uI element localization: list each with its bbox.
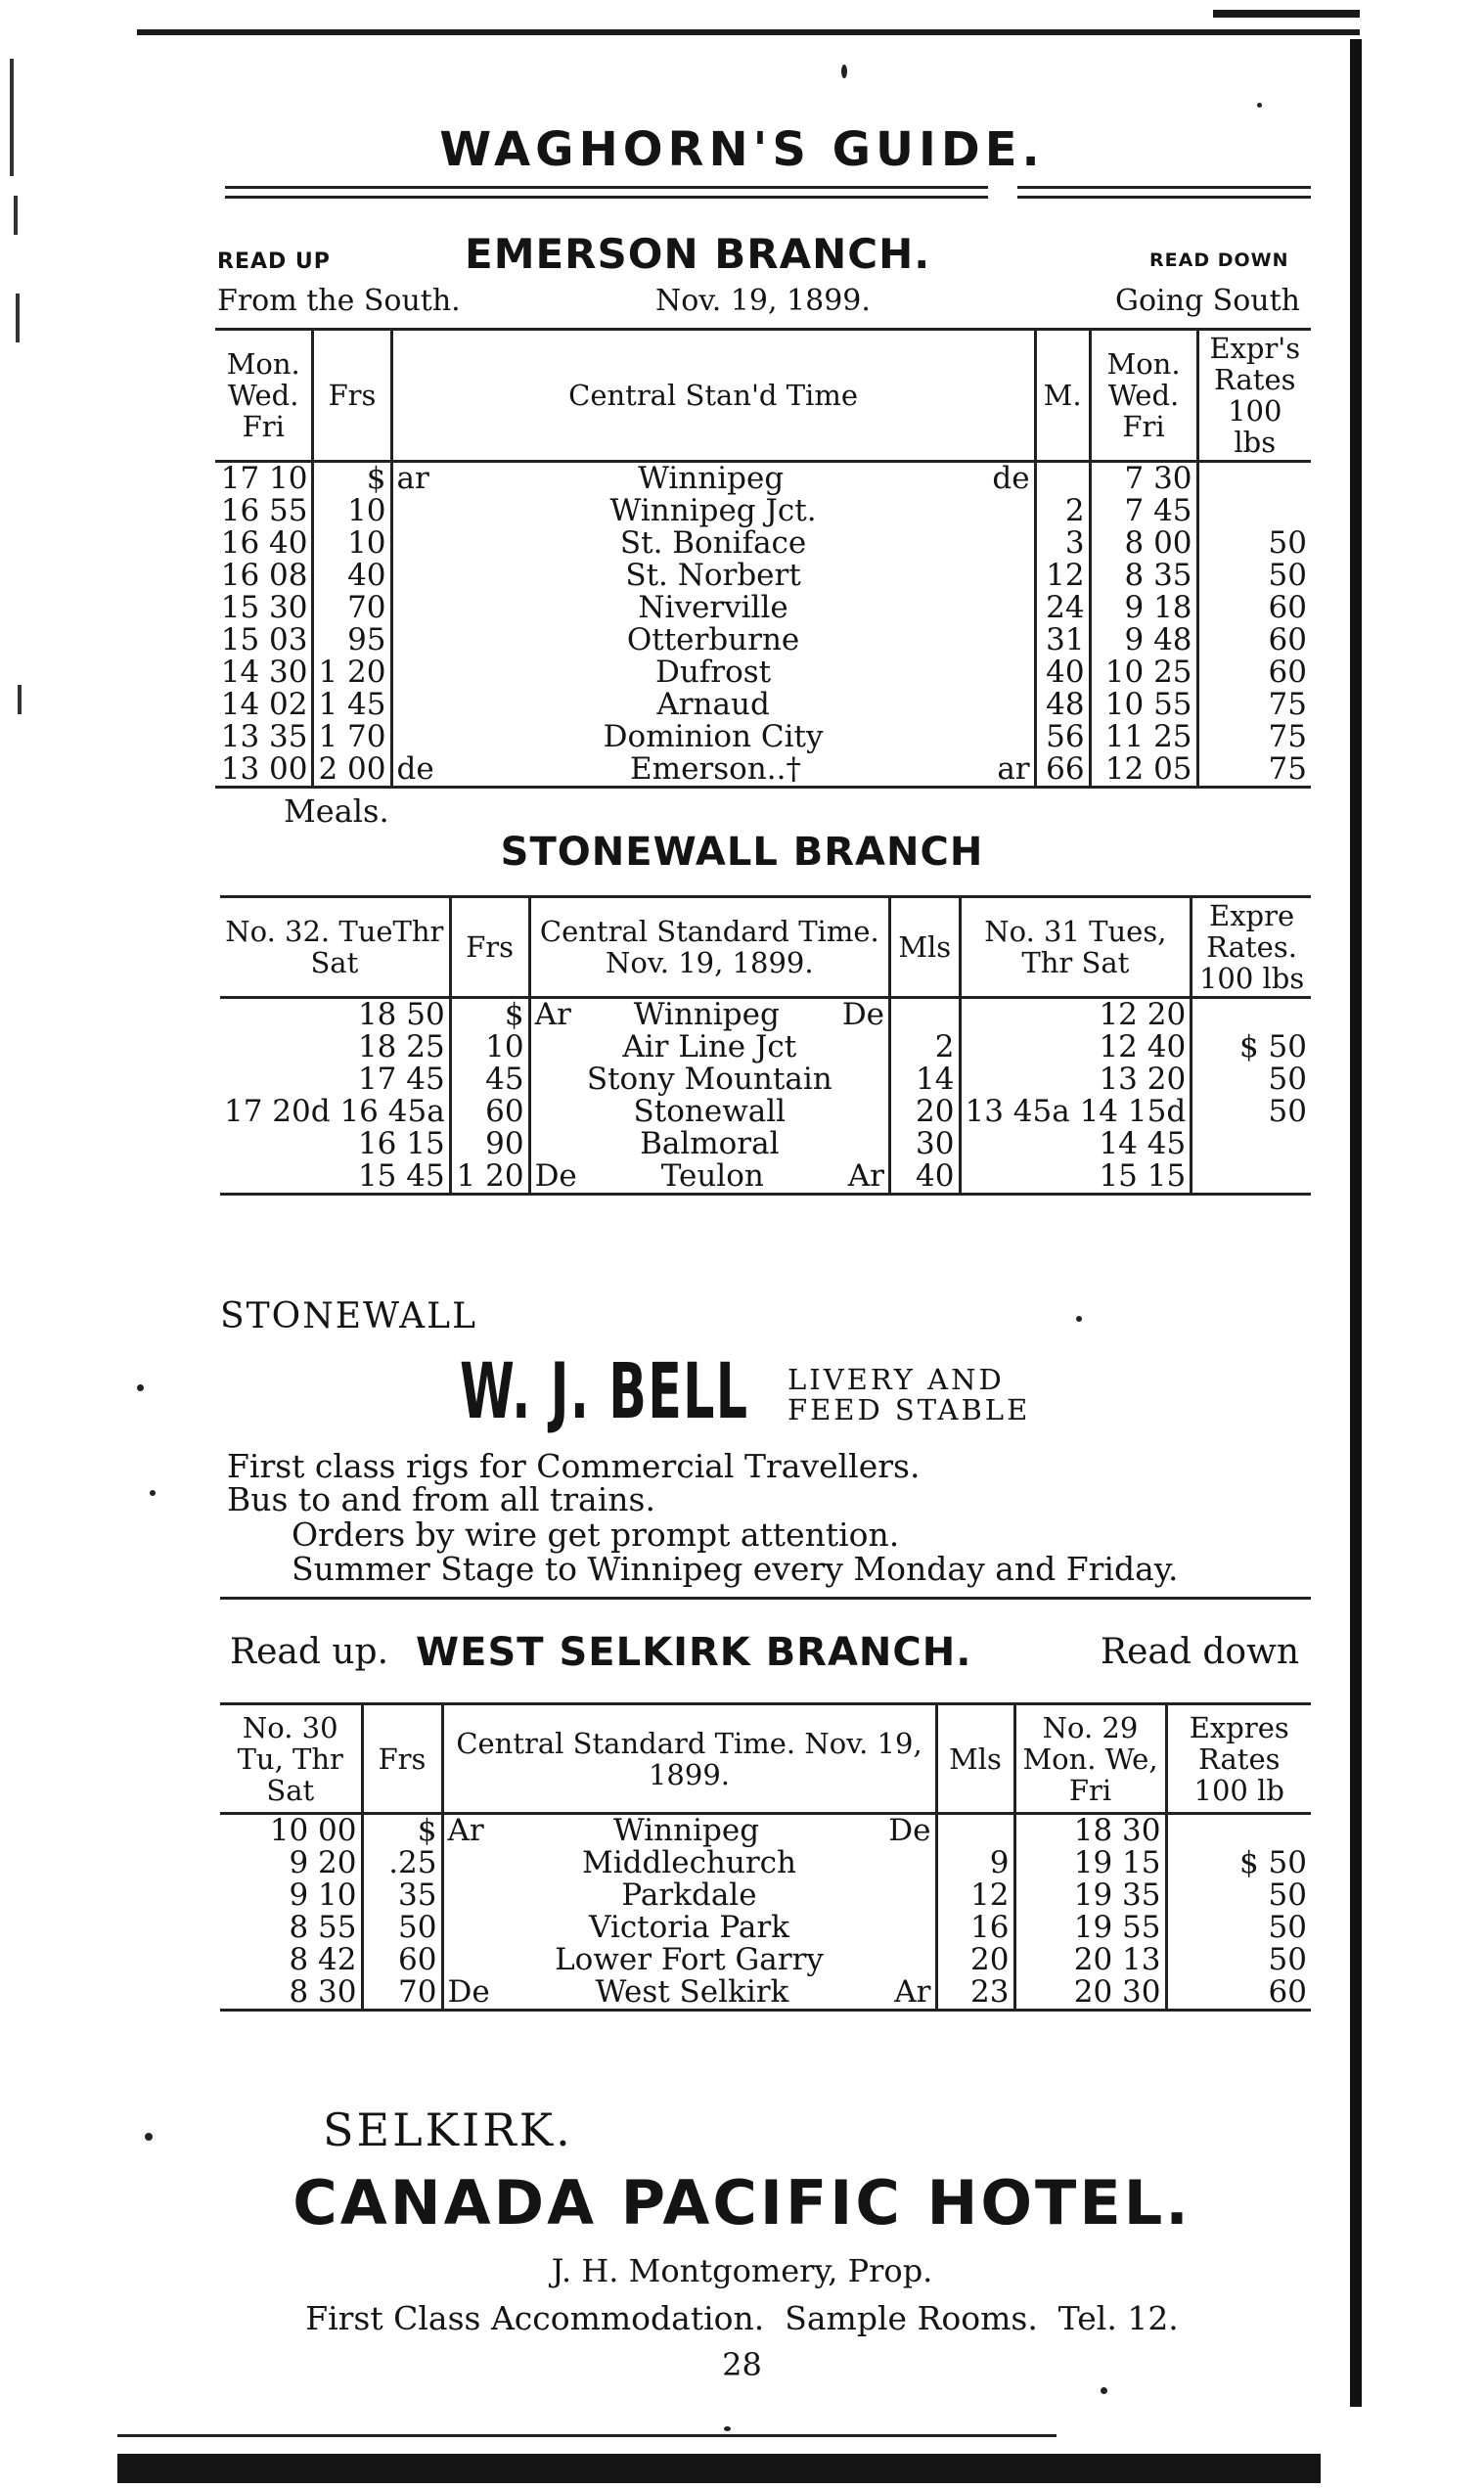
rate-cell: $ 50 xyxy=(1192,1031,1311,1063)
down-time-cell: 12 20 xyxy=(960,998,1192,1032)
station-cell xyxy=(391,689,1035,721)
rate-cell: 75 xyxy=(1197,753,1311,788)
col-header-up-time: Mon. Wed. Fri xyxy=(226,347,300,443)
rate-cell: 50 xyxy=(1197,527,1311,560)
fare-cell: 60 xyxy=(362,1944,442,1976)
station-name: Niverville xyxy=(638,590,788,625)
table-row xyxy=(220,1814,1311,1848)
emerson-meals-note: Meals. xyxy=(284,792,389,830)
station-name: Parkdale xyxy=(621,1877,757,1913)
station-cell xyxy=(529,1096,889,1128)
station-name: Stonewall xyxy=(633,1094,787,1129)
table-row xyxy=(220,1096,1311,1128)
fare-cell: 60 xyxy=(450,1096,529,1128)
col-header-up-time: No. 30 Tu, Thr Sat xyxy=(237,1710,343,1807)
up-time-cell: 10 00 xyxy=(269,1813,357,1848)
station-cell xyxy=(391,560,1035,592)
table-row xyxy=(220,1879,1311,1912)
scan-speck xyxy=(724,2426,731,2431)
station-name: Stony Mountain xyxy=(586,1062,832,1097)
rate-cell: 50 xyxy=(1192,1063,1311,1096)
station-name: Air Line Jct xyxy=(622,1029,797,1064)
table-row xyxy=(215,689,1311,721)
page-number: 28 xyxy=(722,2346,762,2383)
col-header-fares: Frs xyxy=(362,1704,442,1814)
col-header-rates: Expres Rates 100 lb xyxy=(1166,1704,1311,1814)
up-time-cell: 16 40 xyxy=(220,525,308,561)
bell-ad-name: W. J. BELL xyxy=(460,1348,749,1436)
miles-cell: 20 xyxy=(890,1096,960,1128)
table-row xyxy=(215,495,1311,527)
station-cell xyxy=(529,1160,889,1195)
scan-speck xyxy=(137,1384,144,1391)
col-header-station: Central Stan'd Time xyxy=(391,330,1035,462)
up-time-cell: 13 35 xyxy=(220,719,308,754)
up-time-cell: 14 30 xyxy=(220,655,308,690)
table-row xyxy=(215,721,1311,753)
miles-cell: 20 xyxy=(936,1944,1014,1976)
table-row xyxy=(215,592,1311,624)
col-header-station: Central Standard Time. Nov. 19, 1899. xyxy=(442,1704,936,1814)
rate-cell xyxy=(1197,495,1311,527)
station-cell xyxy=(529,1128,889,1160)
table-row xyxy=(215,753,1311,788)
station-cell xyxy=(391,462,1035,496)
col-header-down-time: Mon. Wed. Fri xyxy=(1090,330,1197,462)
station-cell xyxy=(391,592,1035,624)
col-header-up-time: No. 32. TueThr Sat xyxy=(225,915,444,979)
station-cell xyxy=(391,527,1035,560)
col-header-rates: Expr's Rates 100 lbs xyxy=(1197,330,1311,462)
down-time-cell: 12 40 xyxy=(960,1031,1192,1063)
down-time-cell: 11 25 xyxy=(1090,721,1197,753)
miles-cell: 24 xyxy=(1035,592,1090,624)
title-rule xyxy=(225,196,988,199)
scan-speck xyxy=(145,2133,153,2141)
up-time-cell: 18 25 xyxy=(357,1029,445,1064)
bottom-page-border xyxy=(117,2454,1321,2483)
col-header-miles: M. xyxy=(1035,330,1090,462)
guide-title: WAGHORN'S GUIDE. xyxy=(439,122,1045,177)
miles-cell: 14 xyxy=(890,1063,960,1096)
up-time-cell: 15 45 xyxy=(220,1160,450,1195)
fare-cell: 10 xyxy=(450,1031,529,1063)
station-arrive-depart-mark: De xyxy=(888,1813,931,1848)
bell-ad-town: STONEWALL xyxy=(220,1296,477,1336)
fare-cell: 1 45 xyxy=(313,689,391,721)
scan-speck xyxy=(150,1490,156,1496)
down-time-cell: 19 35 xyxy=(1014,1879,1166,1912)
miles-cell xyxy=(1035,462,1090,496)
top-border-rule xyxy=(1213,10,1360,18)
down-time-cell: 13 45a 14 15d xyxy=(960,1096,1192,1128)
down-time-cell: 20 13 xyxy=(1014,1944,1166,1976)
up-time-cell: 15 30 xyxy=(220,590,308,625)
rate-cell: 75 xyxy=(1197,689,1311,721)
miles-cell: 48 xyxy=(1035,689,1090,721)
up-time-cell: 13 00 xyxy=(215,753,313,788)
station-name: Arnaud xyxy=(656,687,770,722)
up-time-cell: 8 42 xyxy=(289,1942,357,1977)
fare-cell: 1 20 xyxy=(313,656,391,689)
station-cell xyxy=(442,1879,936,1912)
title-rule xyxy=(1017,186,1311,189)
miles-cell: 12 xyxy=(936,1879,1014,1912)
station-name: St. Norbert xyxy=(625,558,801,593)
down-time-cell: 9 48 xyxy=(1090,624,1197,656)
down-time-cell: 19 55 xyxy=(1014,1912,1166,1944)
table-row xyxy=(220,998,1311,1032)
rate-cell xyxy=(1192,1160,1311,1195)
hotel-ad-town: SELKIRK. xyxy=(323,2103,573,2156)
station-arrive-depart-mark: ar xyxy=(997,751,1030,787)
emerson-read-down: READ DOWN xyxy=(1149,249,1289,271)
station-name: Winnipeg xyxy=(633,997,780,1032)
table-row xyxy=(220,1847,1311,1879)
top-border-rule xyxy=(137,29,1360,35)
miles-cell: 31 xyxy=(1035,624,1090,656)
station-arrive-depart-mark: Ar xyxy=(894,1974,931,2010)
down-time-cell: 20 30 xyxy=(1014,1976,1166,2011)
fare-cell: .25 xyxy=(362,1847,442,1879)
fare-cell: 2 00 xyxy=(313,753,391,788)
station-arrive-depart-mark: ar xyxy=(396,461,429,496)
station-arrive-depart-mark: de xyxy=(992,461,1030,496)
down-time-cell: 12 05 xyxy=(1090,753,1197,788)
col-header-miles: Mls xyxy=(936,1704,1014,1814)
fare-cell: 95 xyxy=(313,624,391,656)
col-header-fares: Frs xyxy=(313,330,391,462)
table-row xyxy=(220,1031,1311,1063)
miles-cell: 2 xyxy=(890,1031,960,1063)
emerson-going: Going South xyxy=(1115,284,1300,318)
station-cell xyxy=(529,1063,889,1096)
miles-cell: 2 xyxy=(1035,495,1090,527)
station-name: Otterburne xyxy=(626,622,800,657)
rate-cell: 60 xyxy=(1197,592,1311,624)
down-time-cell: 18 30 xyxy=(1014,1814,1166,1848)
left-page-edge xyxy=(0,59,29,2446)
station-cell xyxy=(391,753,1035,788)
down-time-cell: 14 45 xyxy=(960,1128,1192,1160)
down-time-cell: 7 45 xyxy=(1090,495,1197,527)
station-cell xyxy=(529,998,889,1032)
table-row xyxy=(220,1944,1311,1976)
miles-cell: 40 xyxy=(1035,656,1090,689)
rate-cell xyxy=(1197,462,1311,496)
station-name: Teulon xyxy=(660,1158,764,1194)
fare-cell: $ xyxy=(313,462,391,496)
up-time-cell: 14 02 xyxy=(220,687,308,722)
up-time-cell: 17 45 xyxy=(357,1062,445,1097)
station-name: West Selkirk xyxy=(595,1974,789,2010)
up-time-cell: 16 08 xyxy=(220,558,308,593)
fare-cell: 1 20 xyxy=(450,1160,529,1195)
table-row xyxy=(220,1976,1311,2011)
up-time-cell: 16 15 xyxy=(357,1126,445,1161)
up-time-cell: 9 10 xyxy=(289,1877,357,1913)
table-row xyxy=(215,624,1311,656)
scan-speck xyxy=(841,65,847,78)
hotel-ad-name: CANADA PACIFIC HOTEL. xyxy=(292,2167,1192,2239)
down-time-cell: 7 30 xyxy=(1090,462,1197,496)
scan-speck xyxy=(1101,2387,1107,2394)
west-selkirk-read-up: Read up. xyxy=(230,1632,389,1672)
scan-speck xyxy=(1257,103,1262,108)
emerson-from: From the South. xyxy=(217,284,461,318)
down-time-cell: 19 15 xyxy=(1014,1847,1166,1879)
station-arrive-depart-mark: De xyxy=(534,1158,577,1194)
col-header-fares: Frs xyxy=(450,897,529,998)
rate-cell: 50 xyxy=(1192,1096,1311,1128)
miles-cell: 23 xyxy=(936,1976,1014,2011)
emerson-timetable xyxy=(215,328,1311,789)
fare-cell: 70 xyxy=(362,1976,442,2011)
station-cell xyxy=(391,656,1035,689)
col-header-down-time: No. 29 Mon. We, Fri xyxy=(1014,1704,1166,1814)
station-cell xyxy=(442,1847,936,1879)
down-time-cell: 15 15 xyxy=(960,1160,1192,1195)
table-row xyxy=(220,1128,1311,1160)
fare-cell: 70 xyxy=(313,592,391,624)
miles-cell: 12 xyxy=(1035,560,1090,592)
down-time-cell: 10 55 xyxy=(1090,689,1197,721)
bottom-border-rule xyxy=(117,2434,1057,2437)
bell-ad-line: Summer Stage to Winnipeg every Monday and Friday. xyxy=(292,1550,1179,1588)
station-cell xyxy=(442,1912,936,1944)
title-rule xyxy=(225,186,988,189)
right-page-border xyxy=(1350,39,1362,2407)
station-name: Winnipeg xyxy=(612,1813,760,1848)
bell-ad-sub1: LIVERY AND xyxy=(787,1363,1005,1396)
west-selkirk-timetable xyxy=(220,1702,1311,2012)
stonewall-timetable xyxy=(220,895,1311,1196)
fare-cell: 1 70 xyxy=(313,721,391,753)
fare-cell: 90 xyxy=(450,1128,529,1160)
col-header-down-time: No. 31 Tues, Thr Sat xyxy=(960,897,1192,998)
station-cell xyxy=(391,495,1035,527)
station-name: Victoria Park xyxy=(589,1910,789,1945)
col-header-miles: Mls xyxy=(890,897,960,998)
station-cell xyxy=(442,1976,936,2011)
station-name: Balmoral xyxy=(640,1126,780,1161)
fare-cell: 45 xyxy=(450,1063,529,1096)
rate-cell: 60 xyxy=(1197,624,1311,656)
miles-cell: 66 xyxy=(1035,753,1090,788)
rate-cell: $ 50 xyxy=(1166,1847,1311,1879)
rate-cell: 60 xyxy=(1166,1976,1311,2011)
rate-cell xyxy=(1192,998,1311,1032)
up-time-cell: 17 10 xyxy=(220,461,308,496)
station-arrive-depart-mark: Ar xyxy=(447,1813,484,1848)
emerson-date: Nov. 19, 1899. xyxy=(655,284,871,318)
miles-cell xyxy=(936,1814,1014,1848)
table-row xyxy=(220,1063,1311,1096)
up-time-cell: 9 20 xyxy=(289,1845,357,1880)
stonewall-branch-title: STONEWALL BRANCH xyxy=(500,830,984,875)
miles-cell: 30 xyxy=(890,1128,960,1160)
fare-cell: $ xyxy=(362,1814,442,1848)
rate-cell xyxy=(1192,1128,1311,1160)
table-row xyxy=(215,527,1311,560)
station-cell xyxy=(529,1031,889,1063)
station-name: Dominion City xyxy=(603,719,824,754)
fare-cell: 10 xyxy=(313,527,391,560)
west-selkirk-branch-title: WEST SELKIRK BRANCH. xyxy=(416,1630,972,1675)
fare-cell: 10 xyxy=(313,495,391,527)
section-rule xyxy=(220,1597,1311,1600)
station-cell xyxy=(442,1814,936,1848)
up-time-cell: 18 50 xyxy=(357,997,445,1032)
station-arrive-depart-mark: De xyxy=(447,1974,490,2010)
station-name: Dufrost xyxy=(654,655,772,690)
station-arrive-depart-mark: Ar xyxy=(847,1158,885,1194)
bell-ad-line: First class rigs for Commercial Travellers. xyxy=(227,1447,921,1485)
rate-cell: 75 xyxy=(1197,721,1311,753)
miles-cell xyxy=(890,998,960,1032)
rate-cell: 50 xyxy=(1166,1912,1311,1944)
up-time-cell: 8 55 xyxy=(289,1910,357,1945)
table-row xyxy=(215,560,1311,592)
station-name: Middlechurch xyxy=(581,1845,797,1880)
fare-cell: 40 xyxy=(313,560,391,592)
scan-speck xyxy=(1076,1316,1082,1322)
bell-ad-line: Bus to and from all trains. xyxy=(227,1480,655,1518)
up-time-cell: 17 20d 16 45a xyxy=(224,1094,445,1129)
rate-cell: 50 xyxy=(1166,1944,1311,1976)
table-row xyxy=(215,462,1311,496)
rate-cell: 60 xyxy=(1197,656,1311,689)
station-name: Emerson..† xyxy=(630,751,801,787)
station-cell xyxy=(391,721,1035,753)
station-cell xyxy=(442,1944,936,1976)
west-selkirk-read-down: Read down xyxy=(1101,1632,1300,1672)
bell-ad-sub2: FEED STABLE xyxy=(787,1393,1031,1426)
station-cell xyxy=(391,624,1035,656)
hotel-ad-proprietor: J. H. Montgomery, Prop. xyxy=(551,2252,933,2289)
fare-cell: 50 xyxy=(362,1912,442,1944)
table-row xyxy=(220,1912,1311,1944)
title-rule xyxy=(1017,196,1311,199)
down-time-cell: 10 25 xyxy=(1090,656,1197,689)
down-time-cell: 8 00 xyxy=(1090,527,1197,560)
station-name: Winnipeg xyxy=(638,461,785,496)
station-name: St. Boniface xyxy=(619,525,807,561)
up-time-cell: 8 30 xyxy=(220,1976,362,2011)
down-time-cell: 9 18 xyxy=(1090,592,1197,624)
table-row xyxy=(220,1160,1311,1195)
down-time-cell: 13 20 xyxy=(960,1063,1192,1096)
rate-cell: 50 xyxy=(1166,1879,1311,1912)
miles-cell: 16 xyxy=(936,1912,1014,1944)
up-time-cell: 15 03 xyxy=(220,622,308,657)
miles-cell: 56 xyxy=(1035,721,1090,753)
station-arrive-depart-mark: de xyxy=(396,751,434,787)
bell-ad-line: Orders by wire get prompt attention. xyxy=(292,1515,900,1554)
col-header-rates: Expre Rates. 100 lbs xyxy=(1192,897,1311,998)
table-row xyxy=(215,656,1311,689)
emerson-read-up: READ UP xyxy=(217,249,331,274)
hotel-ad-details: First Class Accommodation. Sample Rooms. Tel. 12. xyxy=(305,2299,1179,2337)
miles-cell: 40 xyxy=(890,1160,960,1195)
station-arrive-depart-mark: De xyxy=(841,997,885,1032)
emerson-branch-title: EMERSON BRANCH. xyxy=(465,230,931,278)
rate-cell: 50 xyxy=(1197,560,1311,592)
up-time-cell: 16 55 xyxy=(220,493,308,528)
col-header-station: Central Standard Time. Nov. 19, 1899. xyxy=(529,897,889,998)
fare-cell: $ xyxy=(450,998,529,1032)
station-name: Lower Fort Garry xyxy=(555,1942,824,1977)
fare-cell: 35 xyxy=(362,1879,442,1912)
miles-cell: 3 xyxy=(1035,527,1090,560)
miles-cell: 9 xyxy=(936,1847,1014,1879)
station-name: Winnipeg Jct. xyxy=(609,493,817,528)
rate-cell xyxy=(1166,1814,1311,1848)
station-arrive-depart-mark: Ar xyxy=(534,997,571,1032)
down-time-cell: 8 35 xyxy=(1090,560,1197,592)
